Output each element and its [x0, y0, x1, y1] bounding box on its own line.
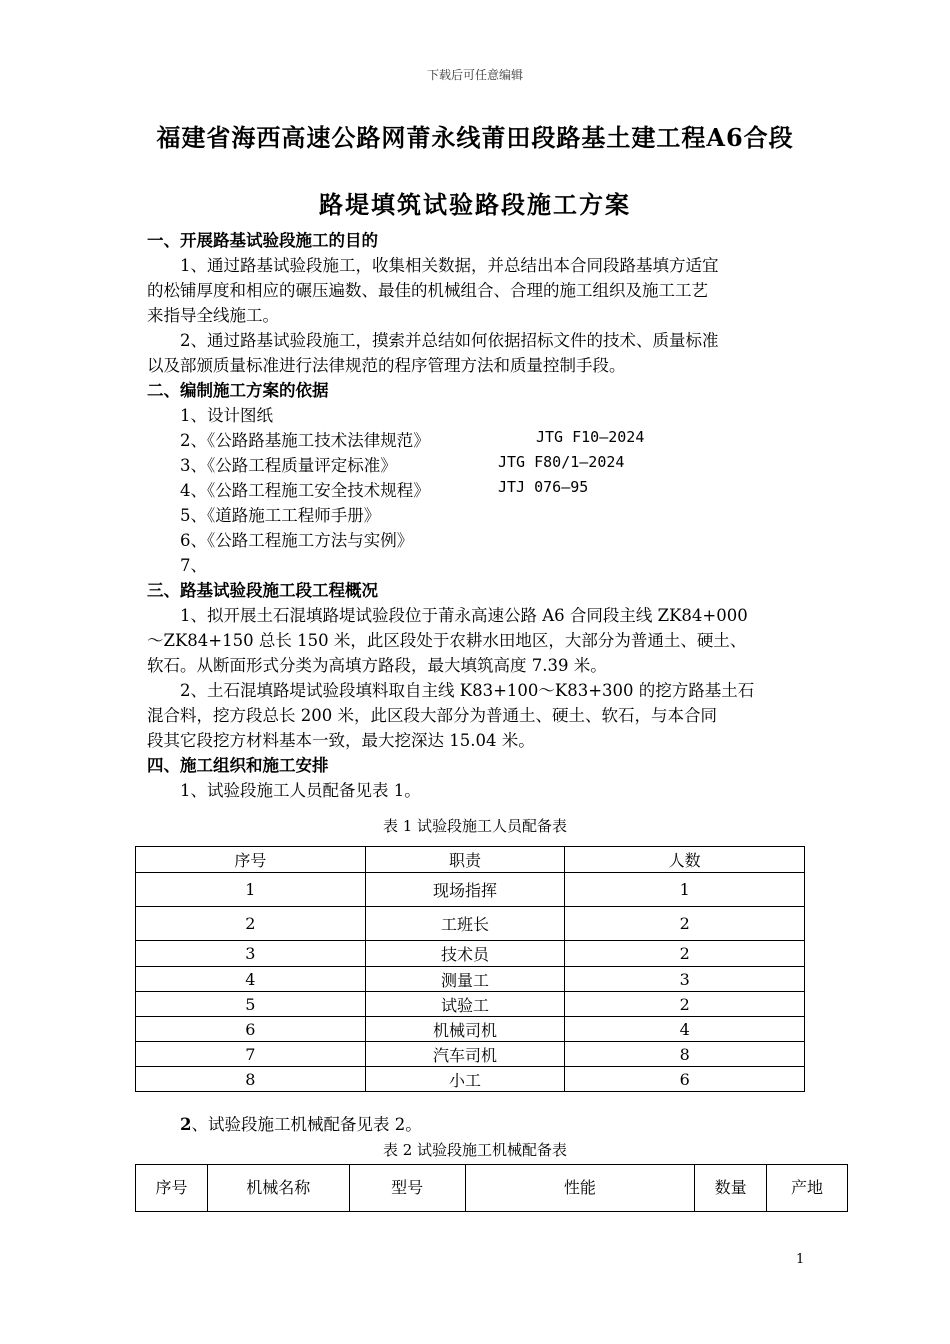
table-cell: 工班长: [365, 907, 565, 941]
section3-para1-line1: 1、拟开展土石混填路堤试验段位于莆永高速公路 A6 合同段主线 ZK84+000: [180, 606, 748, 625]
table-row: [136, 1042, 805, 1067]
table-header-cell: 人数: [565, 847, 805, 873]
section4-para1: 1、试验段施工人员配备见表 1。: [180, 781, 421, 800]
table-cell: 2: [136, 907, 366, 941]
section1-para2-line1: 2、通过路基试验段施工，摸索并总结如何依据招标文件的技术、质量标准: [180, 331, 719, 350]
section4-para2: [180, 1111, 422, 1135]
header-note: 下载后可任意编辑: [426, 68, 523, 82]
basis-item: 3、《公路工程质量评定标准》: [180, 456, 397, 475]
machinery-table: [135, 1164, 848, 1212]
table-cell: 3: [565, 967, 805, 992]
table-header-row: [136, 1165, 848, 1212]
document-title-line1: 福建省海西高速公路网莆永线莆田段路基土建工程A6合段: [156, 123, 794, 152]
table-cell: 汽车司机: [365, 1042, 565, 1067]
table-cell: 现场指挥: [365, 873, 565, 907]
staff-table: [135, 846, 805, 1092]
table-cell: 8: [565, 1042, 805, 1067]
table-cell: 7: [136, 1042, 366, 1067]
table-header-cell: 序号: [136, 847, 366, 873]
table-row: [136, 907, 805, 941]
table-cell: 4: [136, 967, 366, 992]
table-cell: 6: [565, 1067, 805, 1092]
section4-para2-text: 、试验段施工机械配备见表 2。: [191, 1115, 422, 1134]
table2-caption: 表 2 试验段施工机械配备表: [382, 1141, 568, 1159]
table-cell: 机械司机: [365, 1017, 565, 1042]
table-header-cell: 数量: [695, 1165, 767, 1212]
table-cell: 小工: [365, 1067, 565, 1092]
page-number: 1: [796, 1252, 805, 1267]
table-cell: 试验工: [365, 992, 565, 1017]
table-cell: 1: [136, 873, 366, 907]
table-cell: 技术员: [365, 941, 565, 967]
section1-para1-line3: 来指导全线施工。: [147, 306, 279, 325]
section3-para2-line1: 2、土石混填路堤试验段填料取自主线 K83+100～K83+300 的挖方路基土石: [180, 681, 755, 700]
section3-para2-line2: 混合料，挖方段总长 200 米，此区段大部分为普通土、硬土、软石，与本合同: [147, 706, 717, 725]
section4-para2-number: 2: [180, 1115, 192, 1134]
table-row: [136, 873, 805, 907]
basis-item: 2、《公路路基施工技术法律规范》: [180, 431, 430, 450]
document-title-line2: 路堤填筑试验路段施工方案: [319, 190, 631, 219]
table-row: [136, 992, 805, 1017]
basis-item: 7、: [180, 556, 207, 575]
section3-heading: 三、路基试验段施工段工程概况: [147, 581, 378, 600]
table-header-cell: 性能: [465, 1165, 695, 1212]
section1-para2-line2: 以及部颁质量标准进行法律规范的程序管理方法和质量控制手段。: [147, 356, 626, 375]
section2-heading: 二、编制施工方案的依据: [147, 381, 329, 400]
basis-item-code: JTG F10—2024: [536, 428, 645, 446]
table-header-cell: 机械名称: [207, 1165, 349, 1212]
basis-item: 1、设计图纸: [180, 406, 273, 425]
basis-item: 4、《公路工程施工安全技术规程》: [180, 481, 430, 500]
table-cell: 2: [565, 907, 805, 941]
basis-item-code: JTJ 076—95: [498, 478, 589, 496]
section4-heading: 四、施工组织和施工安排: [147, 756, 329, 775]
section1-para1-line2: 的松铺厚度和相应的碾压遍数、最佳的机械组合、合理的施工组织及施工工艺: [147, 281, 708, 300]
table-header-cell: 序号: [136, 1165, 208, 1212]
table-header-cell: 职责: [365, 847, 565, 873]
table-row: [136, 1017, 805, 1042]
basis-item-code: JTG F80/1—2024: [498, 453, 625, 471]
table-cell: 2: [565, 941, 805, 967]
table1-caption: 表 1 试验段施工人员配备表: [382, 817, 568, 835]
section3-para1-line3: 软石。从断面形式分类为高填方路段，最大填筑高度 7.39 米。: [147, 656, 607, 675]
table-header-cell: 产地: [767, 1165, 848, 1212]
table-cell: 5: [136, 992, 366, 1017]
table-cell: 6: [136, 1017, 366, 1042]
table-header-cell: 型号: [349, 1165, 465, 1212]
section3-para1-line2: ～ZK84+150 总长 150 米，此区段处于农耕水田地区，大部分为普通土、硬土、: [147, 631, 747, 650]
table-cell: 3: [136, 941, 366, 967]
table-cell: 8: [136, 1067, 366, 1092]
basis-item: 6、《公路工程施工方法与实例》: [180, 531, 414, 550]
table-row: [136, 967, 805, 992]
table-row: [136, 941, 805, 967]
basis-item: 5、《道路施工工程师手册》: [180, 506, 381, 525]
table-cell: 4: [565, 1017, 805, 1042]
section1-para1-line1: 1、通过路基试验段施工，收集相关数据，并总结出本合同段路基填方适宜: [180, 256, 719, 275]
table-row: [136, 1067, 805, 1092]
table-header-row: [136, 847, 805, 873]
section1-heading: 一、开展路基试验段施工的目的: [147, 231, 378, 250]
table-cell: 2: [565, 992, 805, 1017]
table-cell: 1: [565, 873, 805, 907]
section3-para2-line3: 段其它段挖方材料基本一致，最大挖深达 15.04 米。: [147, 731, 535, 750]
table-cell: 测量工: [365, 967, 565, 992]
